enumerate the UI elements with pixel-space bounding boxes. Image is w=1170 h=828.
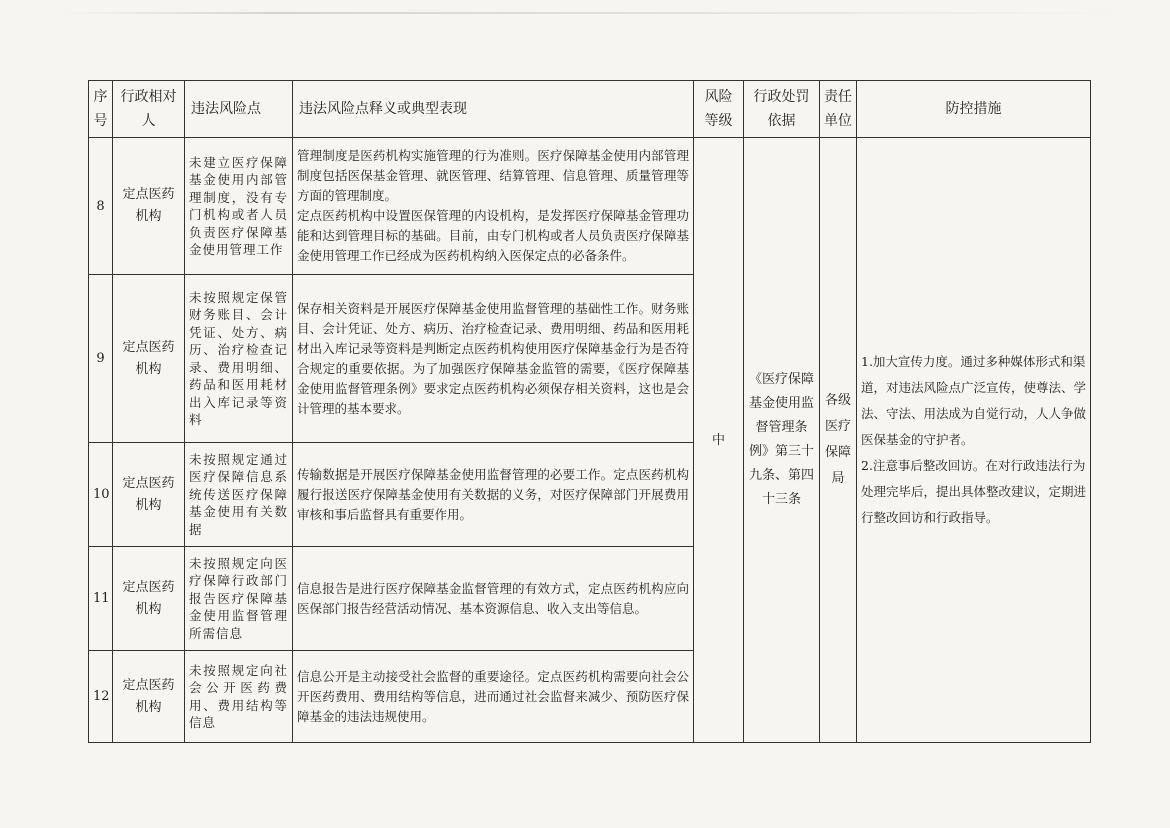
penalty-basis: 《医疗保障基金使用监督管理条例》第三十九条、第四十三条	[744, 138, 820, 743]
measure-item: 2.注意事后整改回访。在对行政违法行为处理完毕后，提出具体整改建议，定期进行整改回访和行政指导。	[861, 458, 1087, 525]
row-number: 9	[89, 275, 113, 443]
control-measures	[857, 138, 1091, 743]
row-risk: 未按照规定通过医疗保障信息系统传送医疗保障基金使用有关数据	[185, 443, 293, 547]
row-target: 定点医药机构	[113, 138, 185, 275]
row-number: 10	[89, 443, 113, 547]
row-risk: 未按照规定向医疗保障行政部门报告医疗保障基金使用监督管理所需信息	[185, 547, 293, 651]
row-number: 12	[89, 651, 113, 743]
header-desc: 违法风险点释义或典型表现	[293, 81, 694, 138]
risk-level: 中	[694, 138, 744, 743]
row-target: 定点医药机构	[113, 547, 185, 651]
row-description: 管理制度是医药机构实施管理的行为准则。医疗保障基金使用内部管理制度包括医保基金管理、就医管理、结算管理、信息管理、质量管理等方面的管理制度。 定点医药机构中设置医保管理的内设机构，是发挥医疗保障基金管理功能和达到管理目标的基础。目前，由专门机构或者人员负责医疗保障基金使用管理工作已经成为医药机构纳入医保定点的必备条件。	[293, 138, 694, 275]
header-measures: 防控措施	[857, 81, 1091, 138]
header-unit: 责任单位	[820, 81, 857, 138]
row-description: 保存相关资料是开展医疗保障基金使用监督管理的基础性工作。财务账目、会计凭证、处方、病历、治疗检查记录、费用明细、药品和医用耗材出入库记录等资料是判断定点医药机构使用医疗保障基金行为是否符合规定的重要依据。为了加强医疗保障基金监管的需要，《医疗保障基金使用监督管理条例》要求定点医药机构必须保存相关资料，这也是会计管理的基本要求。	[293, 275, 694, 443]
row-risk: 未建立医疗保障基金使用内部管理制度，没有专门机构或者人员负责医疗保障基金使用管理工作	[185, 138, 293, 275]
measure-item: 1.加大宣传力度。通过多种媒体形式和渠道，对违法风险点广泛宣传，使尊法、学法、守法、用法成为自觉行动，人人争做医保基金的守护者。	[861, 354, 1087, 447]
row-description: 信息公开是主动接受社会监督的重要途径。定点医药机构需要向社会公开医药费用、费用结构等信息，进而通过社会监督来减少、预防医疗保障基金的违法违规使用。	[293, 651, 694, 743]
header-level: 风险等级	[694, 81, 744, 138]
responsible-unit: 各级医疗保障局	[820, 138, 857, 743]
header-seq: 序号	[89, 81, 113, 138]
table-header-row	[89, 81, 1091, 138]
scan-artifact-line	[60, 12, 1120, 14]
row-number: 8	[89, 138, 113, 275]
header-target: 行政相对人	[113, 81, 185, 138]
row-risk: 未按照规定向社会公开医药费用、费用结构等信息	[185, 651, 293, 743]
table-row	[89, 138, 1091, 275]
row-description: 传输数据是开展医疗保障基金使用监督管理的必要工作。定点医药机构履行报送医疗保障基金使用有关数据的义务，对医疗保障部门开展费用审核和事后监督具有重要作用。	[293, 443, 694, 547]
row-target: 定点医药机构	[113, 443, 185, 547]
row-target: 定点医药机构	[113, 275, 185, 443]
row-number: 11	[89, 547, 113, 651]
header-basis: 行政处罚依据	[744, 81, 820, 138]
risk-control-table	[88, 80, 1091, 743]
row-risk: 未按照规定保管财务账目、会计凭证、处方、病历、治疗检查记录、费用明细、药品和医用耗材出入库记录等资料	[185, 275, 293, 443]
row-target: 定点医药机构	[113, 651, 185, 743]
row-description: 信息报告是进行医疗保障基金监督管理的有效方式，定点医药机构应向医保部门报告经营活动情况、基本资源信息、收入支出等信息。	[293, 547, 694, 651]
header-risk: 违法风险点	[185, 81, 293, 138]
